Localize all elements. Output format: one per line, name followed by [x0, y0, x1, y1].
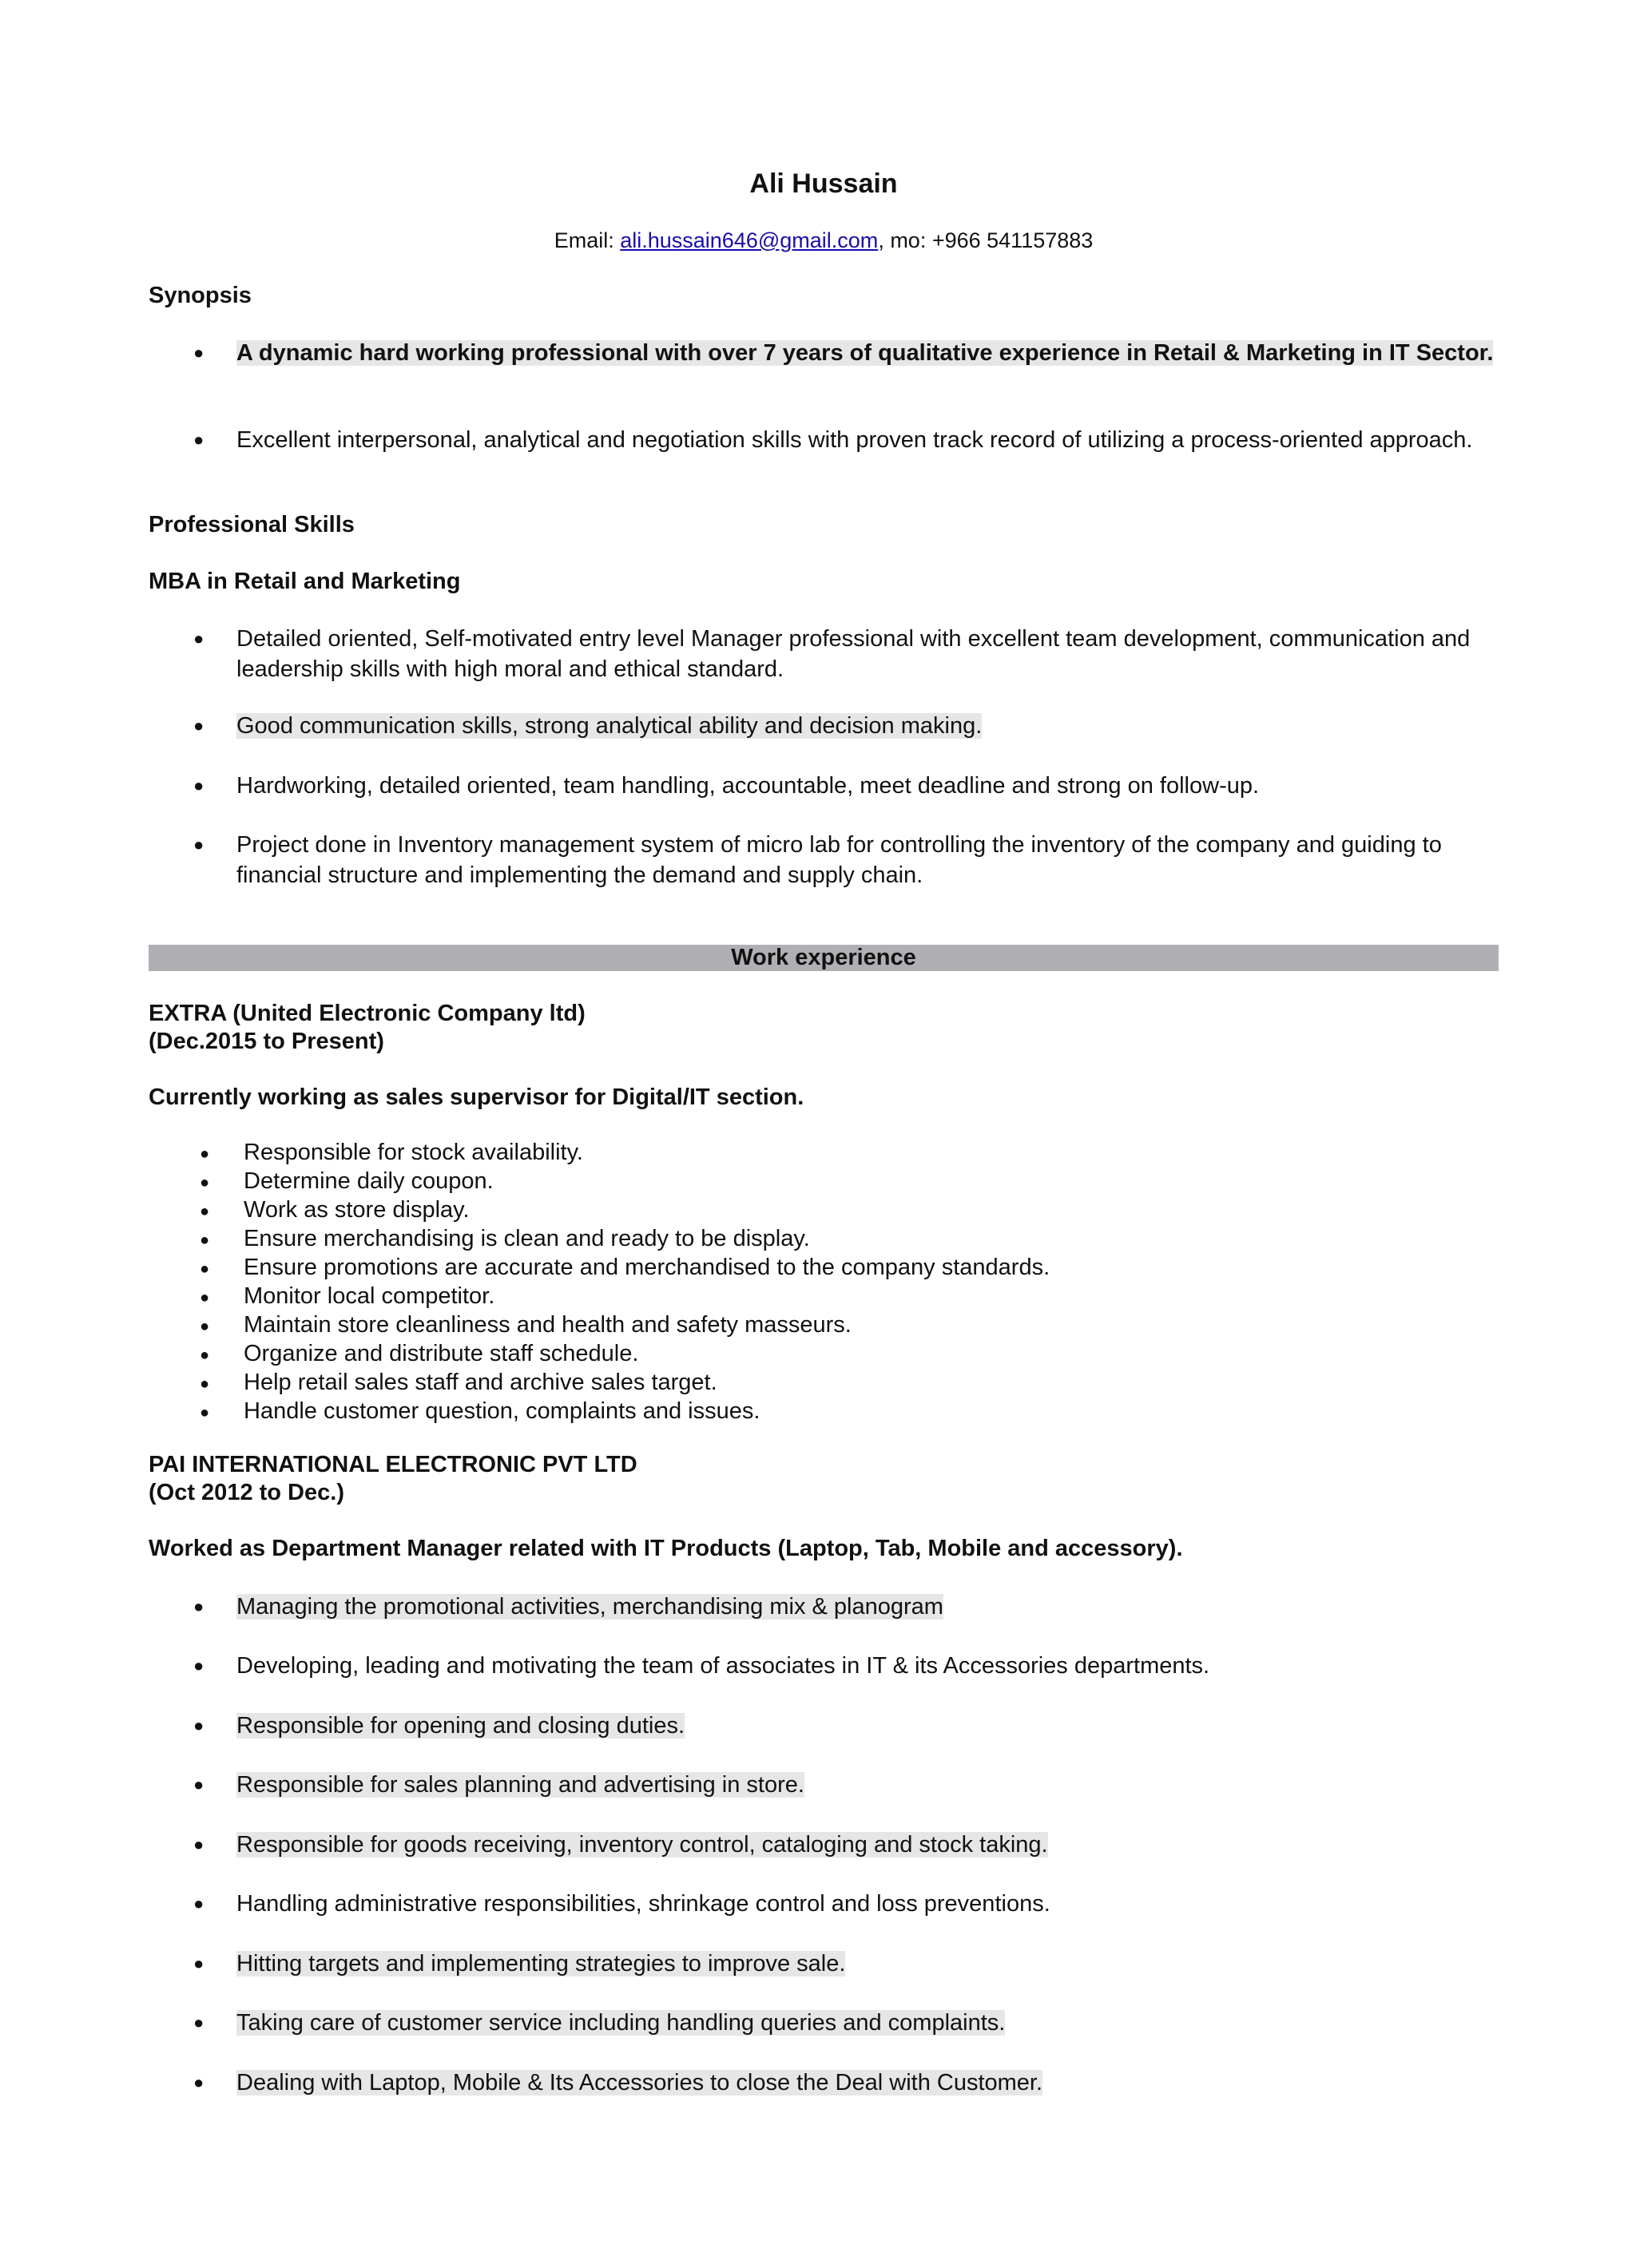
- job1-duty: Organize and distribute staff schedule.: [244, 1341, 639, 1366]
- bullet-icon: ●: [193, 628, 204, 648]
- job1-duty: Determine daily coupon.: [244, 1168, 494, 1194]
- email-label: Email:: [554, 228, 621, 252]
- job1-duty: Work as store display.: [244, 1197, 470, 1223]
- bullet-icon: ●: [193, 343, 204, 363]
- bullet-icon: ●: [193, 1834, 204, 1854]
- skill-item: Good communication skills, strong analytical ability and decision making.: [236, 713, 983, 739]
- job2-role: Worked as Department Manager related with IT Products (Laptop, Tab, Mobile and accessory).: [149, 1536, 1183, 1561]
- bullet-icon: ●: [200, 1404, 210, 1421]
- job2-duty: Responsible for sales planning and advertising in store.: [236, 1772, 804, 1798]
- degree-heading: MBA in Retail and Marketing: [149, 569, 461, 594]
- bullet-icon: ●: [193, 1596, 204, 1616]
- job1-duty: Help retail sales staff and archive sales target.: [244, 1370, 717, 1395]
- bullet-icon: ●: [193, 1893, 204, 1913]
- bullet-icon: ●: [200, 1375, 210, 1393]
- skill-item: Detailed oriented, Self-motivated entry level Manager professional with excellent team development, communication and leadership skills with high moral and ethical standard.: [236, 626, 1471, 682]
- bullet-icon: ●: [200, 1145, 210, 1163]
- bullet-icon: ●: [193, 2072, 204, 2092]
- bullet-icon: ●: [200, 1203, 210, 1220]
- job2-duty: Managing the promotional activities, merchandising mix & planogram: [236, 1594, 943, 1620]
- synopsis-item: A dynamic hard working professional with over 7 years of qualitative experience in Retail & Marketing in IT Sector.: [236, 340, 1494, 366]
- job2-duty: Responsible for goods receiving, inventory control, cataloging and stock taking.: [236, 1832, 1048, 1858]
- synopsis-item: Excellent interpersonal, analytical and negotiation skills with proven track record of utilizing a process-oriented approach.: [236, 427, 1473, 453]
- bullet-icon: ●: [193, 1715, 204, 1735]
- bullet-icon: ●: [200, 1346, 210, 1364]
- skill-item: Hardworking, detailed oriented, team handling, accountable, meet deadline and strong on follow-up.: [236, 773, 1260, 799]
- bullet-icon: ●: [193, 716, 204, 736]
- contact-line: [149, 228, 1499, 253]
- bullet-icon: ●: [200, 1318, 210, 1335]
- job1-duty: Ensure merchandising is clean and ready to be display.: [244, 1226, 810, 1251]
- job2-duty: Developing, leading and motivating the team of associates in IT & its Accessories departments.: [236, 1653, 1210, 1679]
- job1-duty: Maintain store cleanliness and health and safety masseurs.: [244, 1312, 852, 1338]
- bullet-icon: ●: [200, 1231, 210, 1249]
- skill-item: Project done in Inventory management system of micro lab for controlling the inventory of the company and guiding to financial structure and implementing the demand and supply chain.: [236, 832, 1442, 888]
- job2-duty: Responsible for opening and closing duties.: [236, 1713, 685, 1739]
- job2-duty: Taking care of customer service including handling queries and complaints.: [236, 2010, 1006, 2036]
- mobile-number: , mo: +966 541157883: [878, 228, 1094, 252]
- job1-duty: Handle customer question, complaints and issues.: [244, 1398, 760, 1424]
- skills-heading: Professional Skills: [149, 512, 355, 537]
- bullet-icon: ●: [193, 430, 204, 450]
- job2-company: PAI INTERNATIONAL ELECTRONIC PVT LTD: [149, 1452, 637, 1477]
- job1-company: EXTRA (United Electronic Company ltd): [149, 1001, 586, 1026]
- synopsis-heading: Synopsis: [149, 283, 252, 308]
- job1-duty: Responsible for stock availability.: [244, 1140, 583, 1165]
- bullet-icon: ●: [193, 1953, 204, 1973]
- job1-role: Currently working as sales supervisor for Digital/IT section.: [149, 1084, 804, 1110]
- bullet-icon: ●: [193, 775, 204, 795]
- job2-duty: Dealing with Laptop, Mobile & Its Accessories to close the Deal with Customer.: [236, 2070, 1043, 2096]
- job1-period: (Dec.2015 to Present): [149, 1029, 384, 1054]
- job1-duty: Ensure promotions are accurate and merchandised to the company standards.: [244, 1255, 1050, 1280]
- bullet-icon: ●: [193, 1655, 204, 1675]
- job2-duty: Hitting targets and implementing strategies to improve sale.: [236, 1951, 846, 1977]
- job2-duty: Handling administrative responsibilities, shrinkage control and loss preventions.: [236, 1891, 1050, 1917]
- job1-duty: Monitor local competitor.: [244, 1283, 495, 1309]
- bullet-icon: ●: [193, 1774, 204, 1794]
- job2-period: (Oct 2012 to Dec.): [149, 1480, 344, 1505]
- bullet-icon: ●: [193, 835, 204, 854]
- bullet-icon: ●: [200, 1174, 210, 1191]
- bullet-icon: ●: [193, 2012, 204, 2032]
- bullet-icon: ●: [200, 1260, 210, 1278]
- email-link[interactable]: ali.hussain646@gmail.com: [620, 228, 879, 252]
- candidate-name: Ali Hussain: [749, 169, 898, 199]
- work-experience-heading: Work experience: [149, 945, 1499, 971]
- bullet-icon: ●: [200, 1289, 210, 1306]
